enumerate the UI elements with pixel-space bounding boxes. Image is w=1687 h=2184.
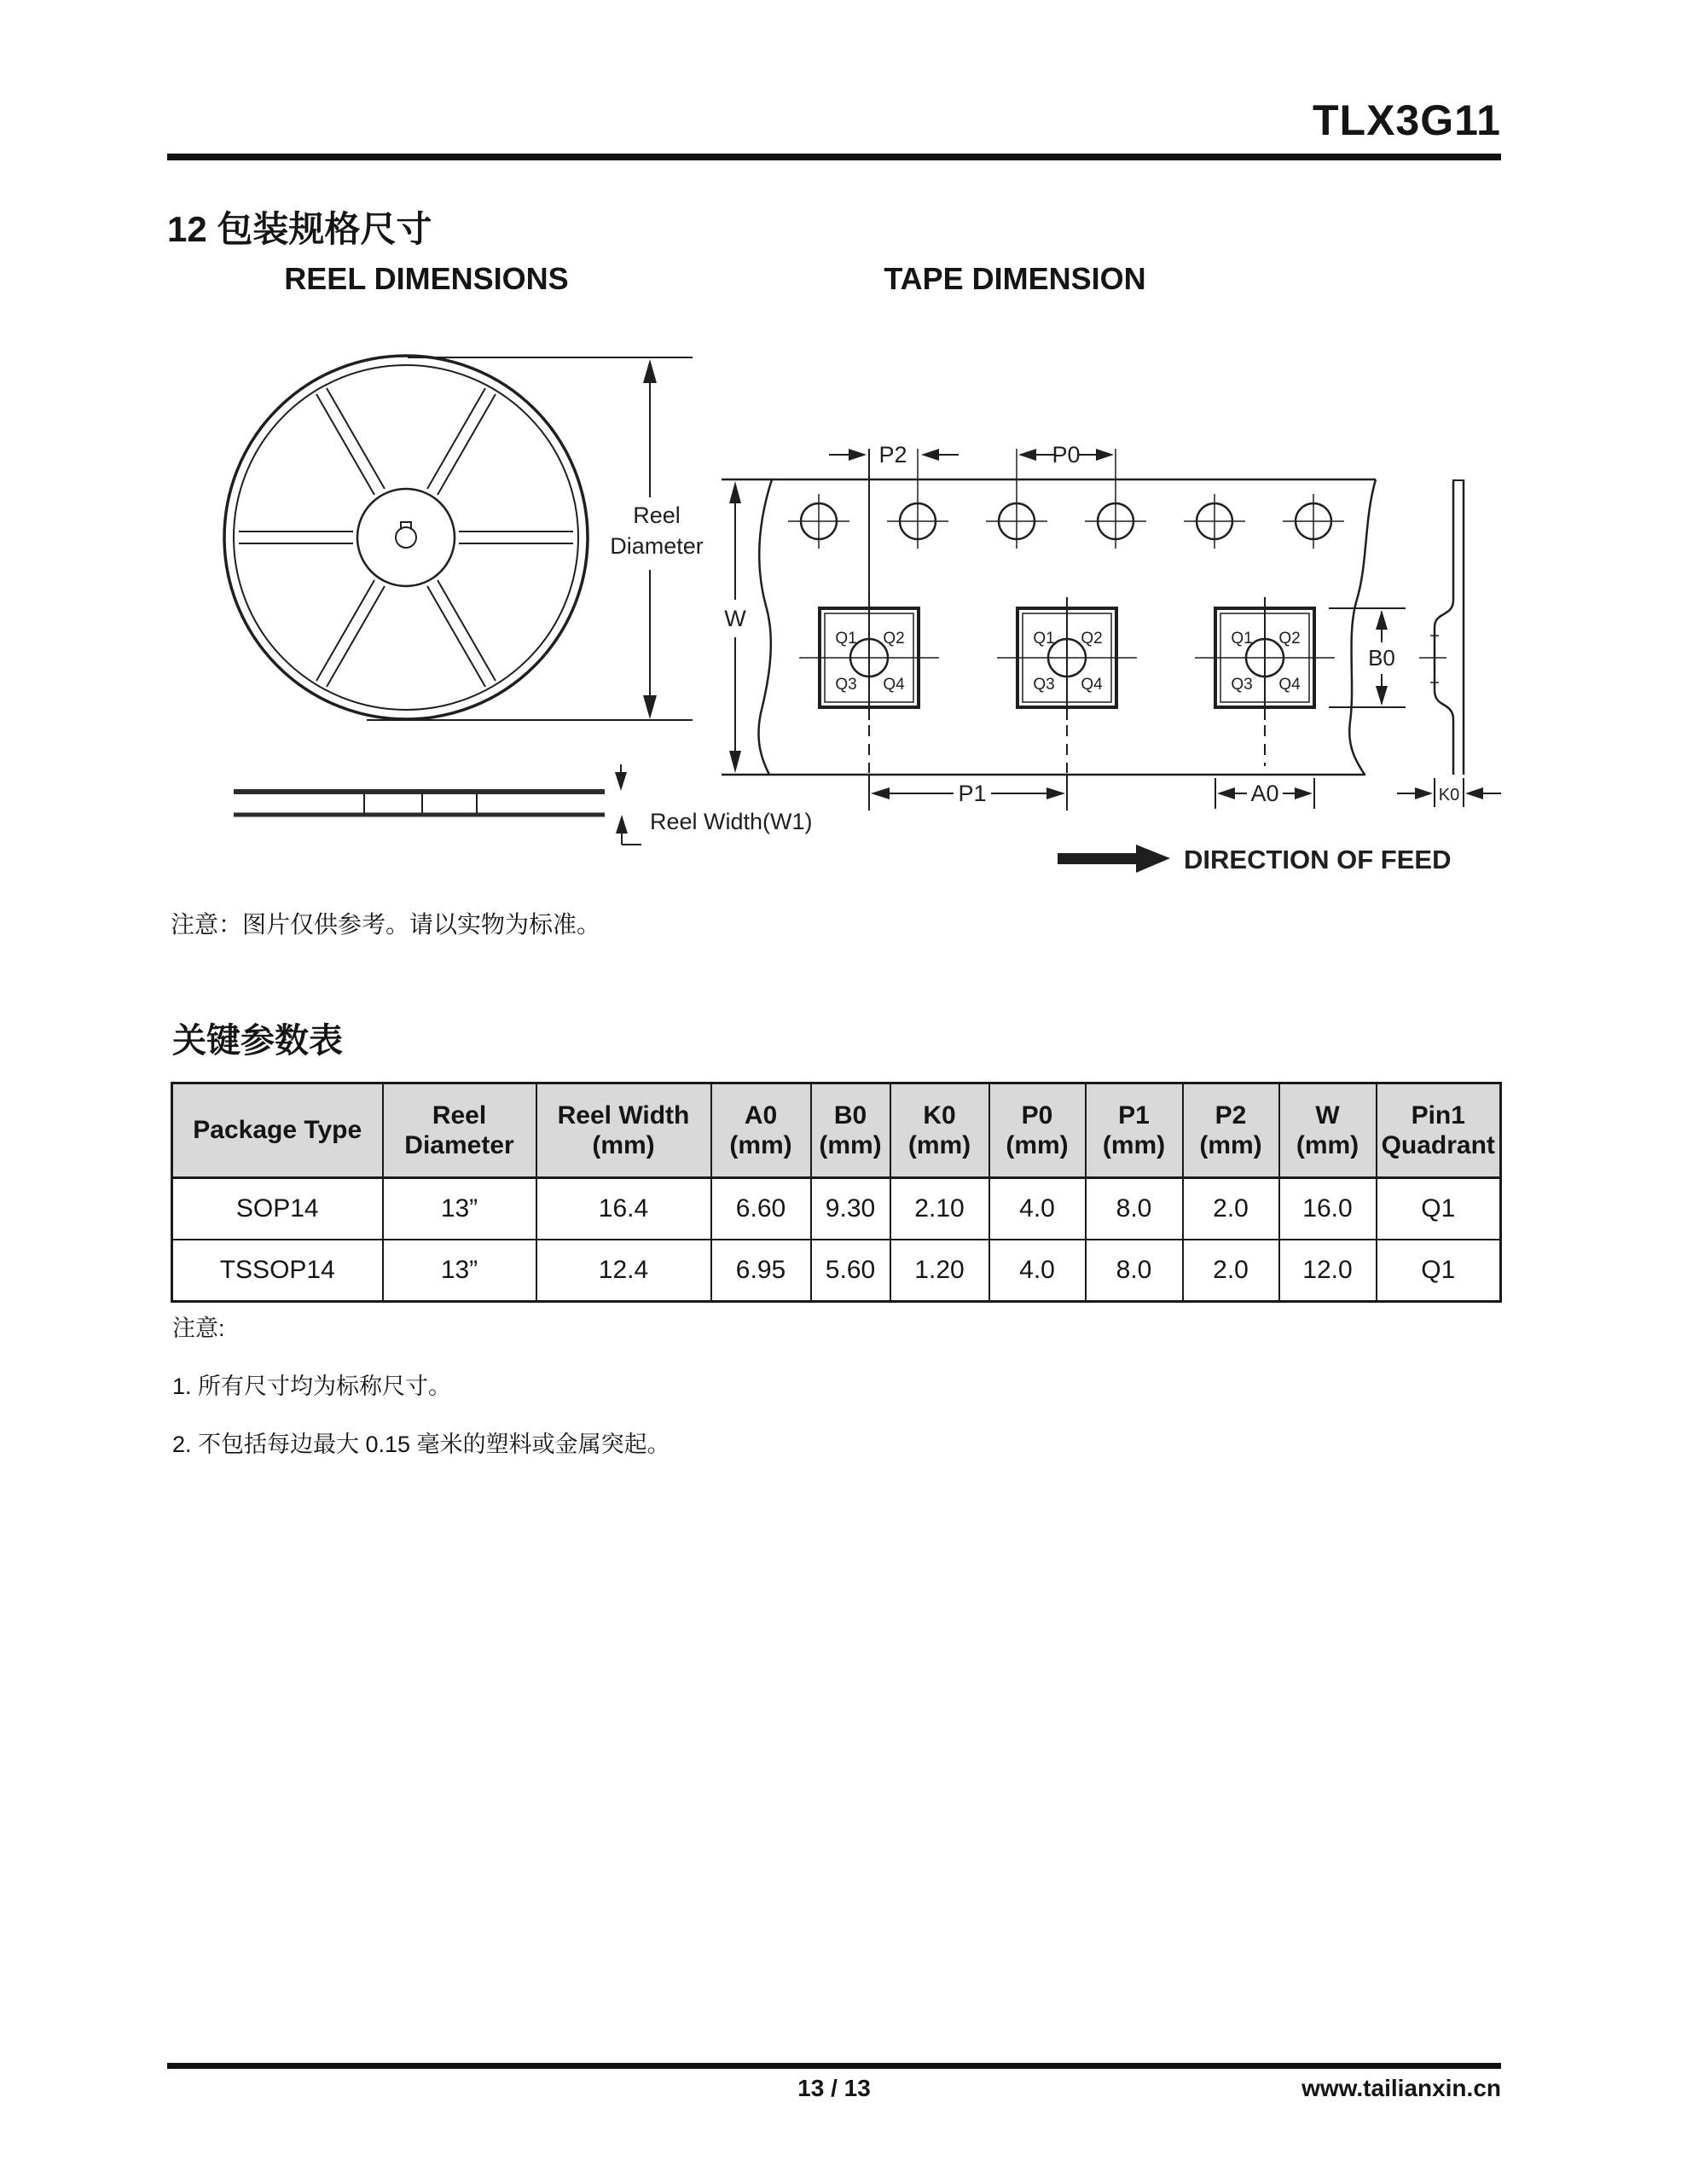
p0-label: P0 (1052, 442, 1081, 468)
col-header-b0: B0 (mm) (811, 1083, 890, 1178)
tape-pocket-3 (1195, 597, 1335, 766)
quadrant-q1-label: Q1 (1033, 630, 1055, 648)
tape-pocket-2 (997, 597, 1137, 810)
reel-dimensions-heading: REEL DIMENSIONS (284, 261, 569, 296)
quadrant-q2-label: Q2 (883, 630, 905, 648)
tape-plan-diagram (722, 442, 1406, 810)
quadrant-q1-label: Q1 (835, 630, 857, 648)
a0-label: A0 (1250, 781, 1279, 806)
direction-of-feed (1058, 845, 1451, 874)
col-header-a0: A0 (mm) (711, 1083, 811, 1178)
col-header-reel-diameter: Reel Diameter (383, 1083, 536, 1178)
tape-dimension-heading: TAPE DIMENSION (884, 261, 1146, 296)
reel-plan-diagram (224, 356, 704, 720)
p2-label: P2 (878, 442, 907, 468)
doc-title: TLX3G11 (1313, 96, 1501, 144)
col-header-package-type: Package Type (172, 1083, 383, 1178)
quadrant-q2-label: Q2 (1278, 630, 1301, 648)
quadrant-q3-label: Q3 (1231, 676, 1253, 694)
section-title: 12 包装规格尺寸 (167, 209, 432, 249)
w-label: W (724, 606, 746, 631)
table-row: SOP14 13” 16.4 6.60 9.30 2.10 4.0 8.0 2.0 16.0 Q1 (172, 1178, 1501, 1240)
feed-arrow-icon (1058, 853, 1136, 864)
quadrant-q4-label: Q4 (1278, 676, 1301, 694)
page-number: 13 / 13 (797, 2075, 871, 2101)
col-header-w: W (mm) (1279, 1083, 1377, 1178)
tape-section-profile (1397, 479, 1501, 807)
quadrant-q2-label: Q2 (1081, 630, 1103, 648)
reference-note: 注意：图片仅供参考。请以实物为标准。 (171, 911, 601, 938)
reel-diameter-label-line1: Reel (633, 502, 681, 528)
header-rule (167, 154, 1501, 160)
col-header-pin1-quadrant: Pin1 Quadrant (1377, 1083, 1501, 1178)
packaging-diagram (128, 316, 1578, 904)
footer-rule (167, 2063, 1501, 2069)
quadrant-q3-label: Q3 (835, 676, 857, 694)
col-header-p0: P0 (mm) (989, 1083, 1086, 1178)
quadrant-q4-label: Q4 (883, 676, 905, 694)
website-url: www.tailianxin.cn (1301, 2075, 1501, 2101)
col-header-k0: K0 (mm) (890, 1083, 989, 1178)
quadrant-q4-label: Q4 (1081, 676, 1103, 694)
table-header-row (172, 1083, 1501, 1178)
reel-diameter-label-line2: Diameter (610, 533, 704, 559)
col-header-reel-width: Reel Width (mm) (536, 1083, 711, 1178)
table-row: TSSOP14 13” 12.4 6.95 5.60 1.20 4.0 8.0 2.0 12.0 Q1 (172, 1240, 1501, 1302)
col-header-p1: P1 (mm) (1086, 1083, 1183, 1178)
parameter-table-title: 关键参数表 (172, 1022, 343, 1060)
table-note-1: 1. 所有尺寸均为标称尺寸。 (172, 1374, 452, 1399)
reel-side-view (234, 764, 813, 845)
key-parameter-table (171, 1082, 1502, 1303)
k0-label: K0 (1438, 786, 1460, 804)
table-note-2: 2. 不包括每边最大 0.15 毫米的塑料或金属突起。 (172, 1432, 670, 1457)
b0-label: B0 (1368, 645, 1395, 671)
col-header-p2: P2 (mm) (1183, 1083, 1279, 1178)
table-note-heading: 注意: (172, 1316, 225, 1341)
direction-of-feed-label: DIRECTION OF FEED (1184, 845, 1452, 874)
reel-width-label: Reel Width(W1) (650, 809, 813, 834)
quadrant-q3-label: Q3 (1033, 676, 1055, 694)
p1-label: P1 (958, 781, 987, 806)
quadrant-q1-label: Q1 (1231, 630, 1253, 648)
